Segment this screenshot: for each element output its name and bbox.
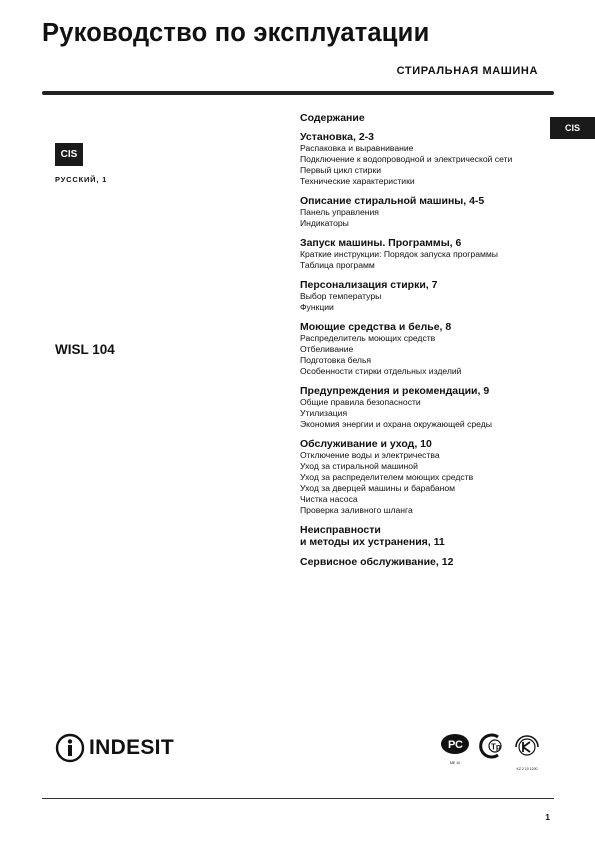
brand-logo <box>55 732 174 764</box>
toc-section <box>300 237 550 271</box>
toc-item: Таблица программ <box>300 260 375 270</box>
toc-item: Выбор температуры <box>300 291 382 301</box>
toc-section <box>300 385 550 430</box>
toc-item: Общие правила безопасности <box>300 397 421 407</box>
cert-caption: KZ 2 10 1200 <box>516 767 538 771</box>
toc-item: Уход за распределителем моющих средств <box>300 472 474 482</box>
cert-caption: МЕ 10 <box>449 761 461 765</box>
toc-item: Отбеливание <box>300 344 354 354</box>
toc-item: Уход за стиральной машиной <box>300 461 418 471</box>
page-number: 1 <box>545 812 550 822</box>
toc-item: Уход за дверцей машины и барабаном <box>300 483 456 493</box>
toc-item: Индикаторы <box>300 218 349 228</box>
toc-section-title: Моющие средства и белье, 8 <box>300 321 452 333</box>
toc-item: Распределитель моющих средств <box>300 333 436 343</box>
toc-item: Подготовка белья <box>300 355 372 365</box>
tr-cert-icon <box>474 733 508 759</box>
toc-section <box>300 321 550 377</box>
bottom-divider <box>42 798 554 799</box>
toc-section <box>300 195 550 229</box>
document-title: Руководство по эксплуатации <box>42 19 430 47</box>
table-of-contents <box>300 112 550 576</box>
toc-section-title: Предупреждения и рекомендации, 9 <box>300 385 490 397</box>
toc-item: Распаковка и выравнивание <box>300 143 414 153</box>
toc-section-title: Сервисное обслуживание, 12 <box>300 556 454 568</box>
brand-name: INDESIT <box>89 736 174 759</box>
svg-text:P: P <box>448 739 456 751</box>
toc-item: Подключение к водопроводной и электрической сети <box>300 154 513 164</box>
toc-section <box>300 438 550 516</box>
toc-section-title-line2: и методы их устранения, 11 <box>300 536 445 548</box>
toc-section <box>300 279 550 313</box>
toc-section <box>300 524 550 548</box>
top-divider <box>42 91 554 95</box>
toc-heading: Содержание <box>300 112 365 124</box>
toc-item: Отключение воды и электричества <box>300 450 440 460</box>
toc-section-title: Описание стиральной машины, 4-5 <box>300 195 485 207</box>
rst-cert-icon <box>440 733 470 755</box>
indesit-i-logo-icon <box>55 733 85 763</box>
toc-item: Панель управления <box>300 207 379 217</box>
toc-item: Краткие инструкции: Порядок запуска программы <box>300 249 498 259</box>
model-name: WISL 104 <box>55 342 115 357</box>
toc-item: Функции <box>300 302 334 312</box>
toc-section-title: Запуск машины. Программы, 6 <box>300 237 462 249</box>
document-subtitle: СТИРАЛЬНАЯ МАШИНА <box>396 65 538 77</box>
side-language-tab: CIS <box>550 117 595 139</box>
toc-item: Технические характеристики <box>300 176 415 186</box>
cert-tr-text: Tp <box>491 742 501 752</box>
toc-item: Экономия энергии и охрана окружающей среды <box>300 419 492 429</box>
cert-mark-tr <box>474 733 508 764</box>
toc-section-title: Персонализация стирки, 7 <box>300 279 438 291</box>
toc-item: Чистка насоса <box>300 494 358 504</box>
toc-section-title: Неисправности <box>300 524 381 536</box>
toc-section <box>300 556 550 568</box>
toc-item: Особенности стирки отдельных изделий <box>300 366 462 376</box>
language-list: РУССКИЙ, 1 <box>55 175 108 184</box>
cert-mark-rst <box>440 733 470 765</box>
svg-text:C: C <box>455 739 463 751</box>
toc-item: Утилизация <box>300 408 348 418</box>
kz-cert-icon <box>512 733 542 761</box>
toc-section-title: Обслуживание и уход, 10 <box>300 438 432 450</box>
toc-section-title: Установка, 2-3 <box>300 131 375 143</box>
language-badge: CIS <box>55 143 83 166</box>
cert-mark-kz <box>512 733 542 771</box>
toc-item: Проверка заливного шланга <box>300 505 413 515</box>
certification-marks <box>440 733 546 773</box>
toc-item: Первый цикл стирки <box>300 165 382 175</box>
toc-section <box>300 131 550 187</box>
